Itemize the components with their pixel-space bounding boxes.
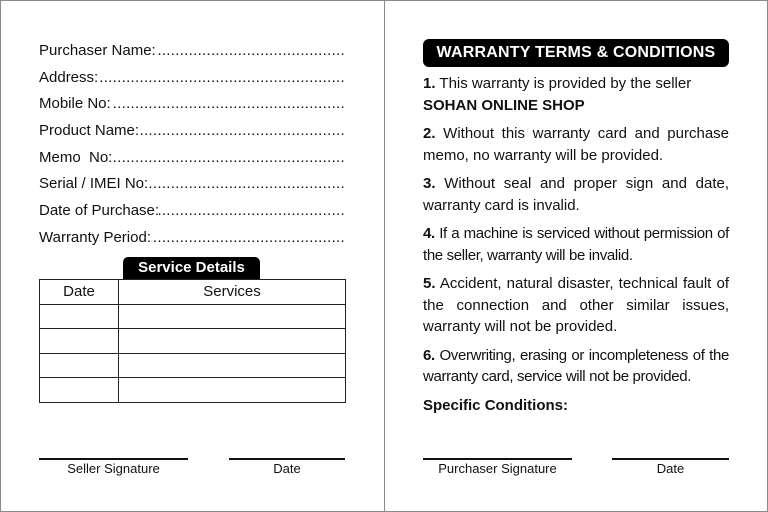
dotted-line xyxy=(156,41,345,61)
field-mobile[interactable] xyxy=(39,94,345,114)
seller-date-line xyxy=(229,458,345,460)
seller-signature-line xyxy=(39,458,188,460)
dotted-line xyxy=(159,201,345,221)
field-label: Memo No: xyxy=(39,149,113,166)
field-label: Warranty Period: xyxy=(39,229,151,246)
table-cell[interactable] xyxy=(119,304,346,329)
table-row xyxy=(40,329,346,354)
term-text: Overwriting, erasing or incompleteness of the warranty card, service will not be provided. xyxy=(423,346,729,385)
field-memo-no[interactable] xyxy=(39,148,345,168)
table-cell[interactable] xyxy=(40,304,119,329)
term-number: 3. xyxy=(423,175,436,192)
terms-list xyxy=(423,73,729,416)
term-number: 2. xyxy=(423,125,436,142)
table-cell[interactable] xyxy=(40,353,119,378)
purchaser-signature-line xyxy=(423,458,572,460)
purchaser-date-line xyxy=(612,458,729,460)
table-row xyxy=(40,304,346,329)
field-warranty-period[interactable] xyxy=(39,228,345,248)
dotted-line xyxy=(112,148,345,168)
table-cell[interactable] xyxy=(40,378,119,403)
term-item xyxy=(423,345,729,388)
specific-conditions-heading: Specific Conditions: xyxy=(423,396,569,414)
header-services: Services xyxy=(119,280,346,305)
field-purchaser-name[interactable] xyxy=(39,41,345,61)
field-serial-imei[interactable] xyxy=(39,174,345,194)
field-label: Product Name: xyxy=(39,122,140,139)
term-number: 1. xyxy=(423,75,436,92)
table-header-row xyxy=(40,280,346,305)
table-cell[interactable] xyxy=(119,353,346,378)
dotted-line xyxy=(148,174,345,194)
table-row xyxy=(40,378,346,403)
field-product-name[interactable] xyxy=(39,121,345,141)
term-number: 5. xyxy=(423,275,436,292)
table-cell[interactable] xyxy=(119,329,346,354)
service-table xyxy=(39,279,346,403)
service-details-title: Service Details xyxy=(123,257,260,279)
seller-signature-label: Seller Signature xyxy=(67,461,160,476)
table-cell[interactable] xyxy=(40,329,119,354)
dotted-line xyxy=(139,121,345,141)
term-text: Without seal and proper sign and date, warranty card is invalid. xyxy=(423,175,730,214)
term-item xyxy=(423,123,729,166)
term-number: 6. xyxy=(423,346,435,364)
term-item xyxy=(423,273,729,338)
term-text: Without this warranty card and purchase memo, no warranty will be provided. xyxy=(423,125,730,164)
field-address[interactable] xyxy=(39,68,345,88)
dotted-line xyxy=(98,68,345,88)
dotted-line xyxy=(111,94,345,114)
field-date-of-purchase[interactable] xyxy=(39,201,345,221)
table-cell[interactable] xyxy=(119,378,346,403)
field-label: Serial / IMEI No: xyxy=(39,175,149,192)
term-item xyxy=(423,173,729,216)
term-number: 4. xyxy=(423,225,435,242)
term-text: If a machine is serviced without permission of the seller, warranty will be invalid. xyxy=(423,225,729,264)
seller-date-label: Date xyxy=(273,461,301,476)
purchaser-signature-label: Purchaser Signature xyxy=(438,461,557,476)
header-date: Date xyxy=(40,280,119,305)
field-label: Address: xyxy=(39,69,99,86)
term-item xyxy=(423,223,729,266)
dotted-line xyxy=(151,228,345,248)
term-text: This warranty is provided by the seller xyxy=(439,75,692,92)
table-row xyxy=(40,353,346,378)
field-label: Mobile No: xyxy=(39,95,111,112)
purchaser-date-label: Date xyxy=(656,461,685,476)
term-item xyxy=(423,73,729,116)
fold-divider xyxy=(384,0,385,512)
seller-name: SOHAN ONLINE SHOP xyxy=(423,96,585,114)
field-label: Date of Purchase: xyxy=(39,202,160,219)
term-text: Accident, natural disaster, technical fault of the connection and other similar issues, warranty will not be provided. xyxy=(423,275,729,335)
terms-title: WARRANTY TERMS & CONDITIONS xyxy=(423,39,729,67)
field-label: Purchaser Name: xyxy=(39,42,156,59)
